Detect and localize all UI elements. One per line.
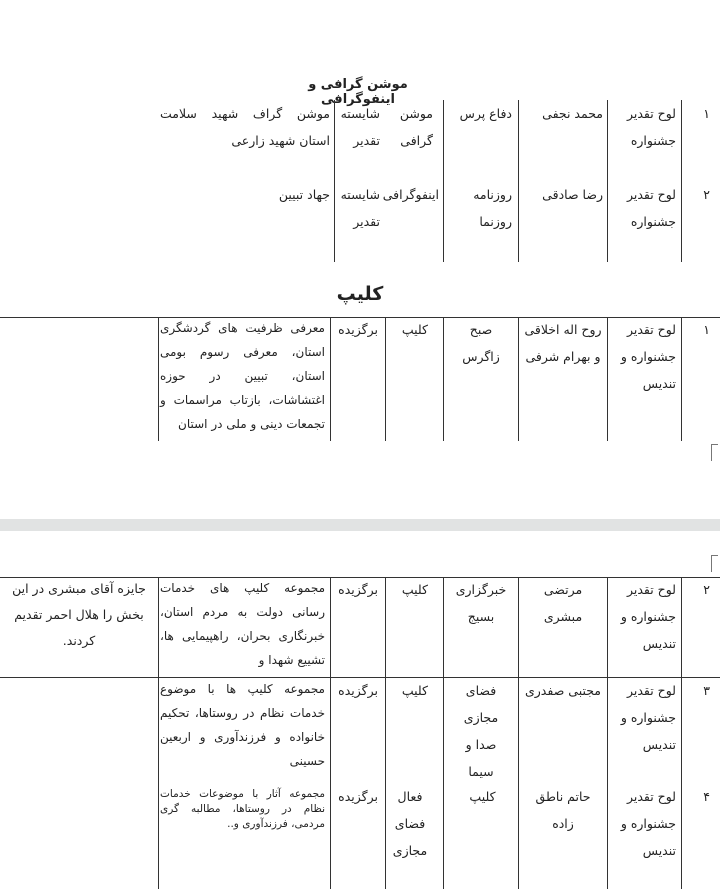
media-cell: دفاع پرس [459, 106, 512, 121]
description-cell: موشن گراف شهید سلامت استان شهید زارعی [160, 106, 330, 148]
row-number: ۱ [703, 322, 710, 337]
note-cell: جایزه آقای مبشری در این بخش را هلال احمر تقدیم کردند. [12, 581, 146, 648]
table-border [681, 100, 682, 262]
page-corner-mark [711, 555, 718, 572]
rank-cell: برگزیده [338, 582, 378, 597]
section-title-motion-graphics: موشن گرافی و اینفوگرافی [308, 77, 408, 107]
media-cell: فضای مجازی صدا و سیما [463, 683, 499, 779]
document-page-2 [0, 531, 720, 889]
person-cell: رضا صادقی [542, 187, 603, 202]
media-cell: خبرگزاری بسیج [455, 582, 507, 624]
table-border [334, 100, 335, 262]
person-cell: حاتم ناطق زاده [535, 789, 591, 831]
description-cell: مجموعه کلیپ های خدمات رسانی دولت به مردم استان، خبرنگاری بحران، راهپیمایی ها، تشییع شهدا و [160, 581, 325, 667]
page-gap [0, 519, 720, 531]
table-border [443, 100, 444, 262]
row-number: ۲ [703, 187, 710, 202]
media-cell: روزنامه روزنما [473, 187, 512, 229]
row-number: ۴ [703, 789, 710, 804]
table-border [385, 317, 386, 441]
description-cell: جهاد تبیین [278, 187, 330, 202]
type-cell: کلیپ [401, 322, 428, 337]
rank-cell: برگزیده [338, 683, 378, 698]
table-border [681, 317, 682, 441]
award-cell: لوح تقدیر جشنواره و تندیس [620, 322, 676, 391]
person-cell: روح اله اخلاقی و بهرام شرفی [524, 322, 602, 364]
table-border [330, 317, 331, 441]
description-cell: مجموعه کلیپ ها با موضوع خدمات نظام در روستاها، تحکیم خانواده و فرزندآوری و اربعین حسینی [160, 682, 325, 768]
page-corner-mark [711, 444, 718, 461]
person-cell: مجتبی صفدری [524, 683, 602, 698]
person-cell: محمد نجفی [542, 106, 603, 121]
table-border [443, 317, 444, 441]
table-border [607, 317, 608, 441]
row-number: ۲ [703, 582, 710, 597]
row-number: ۳ [703, 683, 710, 698]
award-cell: لوح تقدیر جشنواره [626, 106, 676, 148]
type-cell: اینفوگرافی [382, 187, 439, 202]
row-number: ۱ [703, 106, 710, 121]
type-cell: کلیپ [401, 582, 428, 597]
table-border [518, 317, 519, 441]
table-border [518, 577, 519, 889]
award-cell: لوح تقدیر جشنواره و تندیس [620, 582, 676, 651]
table-border [607, 577, 608, 889]
table-border [518, 100, 519, 262]
award-cell: لوح تقدیر جشنواره [626, 187, 676, 229]
table-border [681, 577, 682, 889]
description-cell: مجموعه آثار با موضوعات خدمات نظام در روستاها، مطالبه گری مردمی، فرزندآوری و.. [160, 788, 325, 830]
table-border [385, 577, 386, 889]
table-border [330, 577, 331, 889]
rank-cell: شایسته تقدیر [340, 187, 380, 229]
table-border [158, 317, 159, 441]
award-cell: لوح تقدیر جشنواره و تندیس [620, 683, 676, 752]
table-border [443, 577, 444, 889]
table-border [158, 577, 159, 889]
media-cell: صبح زاگرس [462, 322, 500, 364]
type-cell: موشن گرافی [399, 106, 433, 148]
type-cell: کلیپ [401, 683, 428, 698]
rank-cell: شایسته تقدیر [340, 106, 380, 148]
person-cell: مرتضی مبشری [543, 582, 583, 624]
media-cell: کلیپ [469, 789, 496, 804]
type-cell: فعال فضای مجازی [392, 789, 428, 858]
section-title-clip: کلیپ [336, 283, 384, 305]
description-cell: معرفی ظرفیت های گردشگری استان، معرفی رسوم بومی استان، تبیین در حوزه اغتشاشات، بازتاب مراسمات و تجمعات دینی و ملی در استان [160, 321, 325, 431]
rank-cell: برگزیده [338, 789, 378, 804]
rank-cell: برگزیده [338, 322, 378, 337]
award-cell: لوح تقدیر جشنواره و تندیس [620, 789, 676, 858]
table-border [607, 100, 608, 262]
